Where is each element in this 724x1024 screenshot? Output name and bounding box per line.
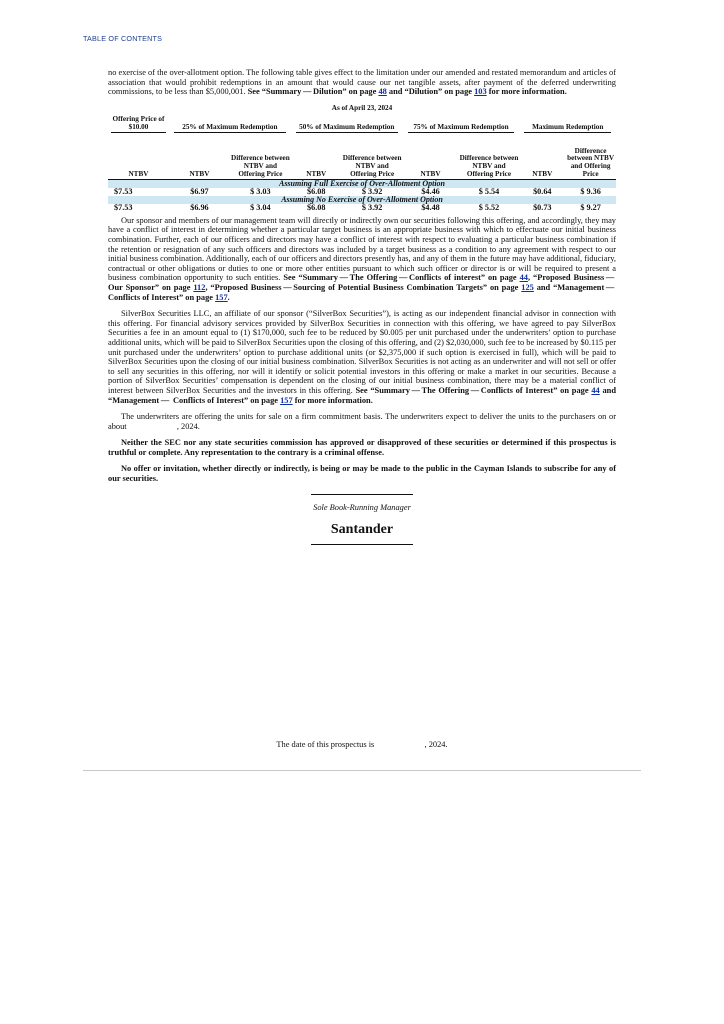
underwriter-name: Santander xyxy=(330,522,394,538)
table-column-header-row xyxy=(108,133,616,180)
col-difference: Difference between NTBV and Offering Price xyxy=(230,133,291,180)
band-no-exercise: Assuming No Exercise of Over-Allotment Option xyxy=(108,196,616,204)
page-link-48[interactable]: 48 xyxy=(378,87,387,97)
page-link-157[interactable]: 157 xyxy=(280,395,293,405)
prospectus-date-line: The date of this prospectus is , 2024. xyxy=(276,740,448,749)
group-50-redemption: 50% of Maximum Redemption xyxy=(291,116,403,133)
band-full-exercise: Assuming Full Exercise of Over-Allotment Option xyxy=(108,180,616,188)
col-ntbv: NTBV xyxy=(108,133,169,180)
group-25-redemption: 25% of Maximum Redemption xyxy=(169,116,291,133)
conflicts-paragraph: Our sponsor and members of our management team will directly or indirectly own our securities following this offering, and accordingly, they may have a conflict of interest in determining whether a particular target business is an appropriate business with which to effectuate our initial business combination. Further, each of our officers and directors may have a conflict of interest with respect to evaluating a particular business combination if the retention or resignation of any such officers and directors was included by a target business as a condition to any agreement with respect to our initial business combination. Additionally, each of our officers and directors presently has, and any of them in the future may have additional, fiduciary, contractual or other obligations or duties to one or more other entities pursuant to which such officer or director is or will be required to present a business combination opportunity to such entities. See “Summary — The Offering — Conflicts of interest” on page 44, “Proposed Business — Our Sponsor” on page 112, “Proposed Business — Sourcing of Potential Business Combination Targets” on page 125 and “Management — Conflicts of Interest” on page 157. xyxy=(108,215,616,302)
sec-notice: Neither the SEC nor any state securities commission has approved or disapproved of these securities or determined if this prospectus is truthful or complete. Any representation to the contrary is a criminal offense. xyxy=(108,438,616,457)
col-ntbv: NTBV xyxy=(291,133,342,180)
page-link-103[interactable]: 103 xyxy=(474,87,487,97)
page-link-157[interactable]: 157 xyxy=(215,292,228,302)
firm-commitment-paragraph: The underwriters are offering the units for sale on a firm commitment basis. The underwriters expect to deliver the units to the purchasers on or about , 2024. xyxy=(108,412,619,431)
row-full-exercise: $7.53 $6.97 $ 3.03 $6.08 $ 3.92 $4.46 $ 5.54 $0.64 $ 9.36 xyxy=(114,187,601,197)
page-link-44[interactable]: 44 xyxy=(591,385,600,395)
intro-paragraph: no exercise of the over-allotment option. The following table gives effect to the limitation under our amended and restated memorandum and articles of association that would prohibit redemptions in an amount that would cause our net tangible assets, after payment of the deferred underwriting commissions, to be less than $5,000,001. See “Summary — Dilution” on page 48 and “Dilution” on page 103 for more information. xyxy=(108,68,616,97)
page-link-125[interactable]: 125 xyxy=(521,282,534,292)
group-offering-price: Offering Price of $10.00 xyxy=(112,115,165,132)
row-no-exercise: $7.53 $6.96 $ 3.04 $6.08 $ 3.92 $4.48 $ 5.52 $0.73 $ 9.27 xyxy=(114,202,601,212)
underwriter-role: Sole Book-Running Manager xyxy=(313,502,411,512)
col-difference: Difference between NTBV and Offering Price xyxy=(565,133,616,180)
col-ntbv: NTBV xyxy=(519,133,565,180)
divider-top xyxy=(311,494,413,495)
table-as-of-date: As of April 23, 2024 xyxy=(331,103,393,112)
divider-bottom xyxy=(311,544,413,545)
col-ntbv: NTBV xyxy=(403,133,459,180)
col-difference: Difference between NTBV and Offering Price xyxy=(342,133,403,180)
col-difference: Difference between NTBV and Offering Price xyxy=(458,133,519,180)
group-75-redemption: 75% of Maximum Redemption xyxy=(403,116,520,133)
redemption-ntbv-table xyxy=(108,116,616,211)
group-max-redemption: Maximum Redemption xyxy=(519,116,616,133)
see-dilution-ref: See “Summary — Dilution” on page 48 and “Dilution” on page 103 for more information. xyxy=(247,87,567,97)
page-link-44[interactable]: 44 xyxy=(519,273,528,283)
col-ntbv: NTBV xyxy=(169,133,230,180)
cayman-notice: No offer or invitation, whether directly or indirectly, is being or may be made to the public in the Cayman Islands to subscribe for any of our securities. xyxy=(108,464,616,484)
silverbox-paragraph: SilverBox Securities LLC, an affiliate of our sponsor (“SilverBox Securities”), is acting as our independent financial advisor in connection with this offering. For financial advisory services provided by SilverBox Securities in connection with this offering, we have agreed to pay SilverBox Securities a fee in an amount equal to (1) $170,000, such fee to be reduced by $0.005 per unit purchased under the underwriters’ option to purchase additional units, which will be paid to SilverBox Securities upon the closing of this offering, and (2) $2,030,000, such fee to be increased by $0.115 per unit purchased under the underwriters’ option to purchase additional units (or $2,375,000 if such option is exercised in full), which will be paid to SilverBox Securities upon the closing of our initial business combination. SilverBox Securities is not acting as an underwriter and will not sell or offer to sell any securities in this offering, nor will it identify or solicit potential investors in this offering or make a market in our securities. Because a portion of SilverBox Securities’ compensation is dependent on the closing of our initial business combination, there may be a material conflict of interest between SilverBox Securities and the investors in this offering. See “Summary — The Offering — Conflicts of Interest” on page 44 and “Management — Conflicts of Interest” on page 157 for more information. xyxy=(108,309,616,405)
prospectus-page xyxy=(108,68,619,545)
table-of-contents-link[interactable]: TABLE OF CONTENTS xyxy=(83,34,163,43)
table-group-header-row xyxy=(108,116,616,133)
page-link-112[interactable]: 112 xyxy=(193,282,206,292)
page-bottom-rule xyxy=(83,770,641,771)
